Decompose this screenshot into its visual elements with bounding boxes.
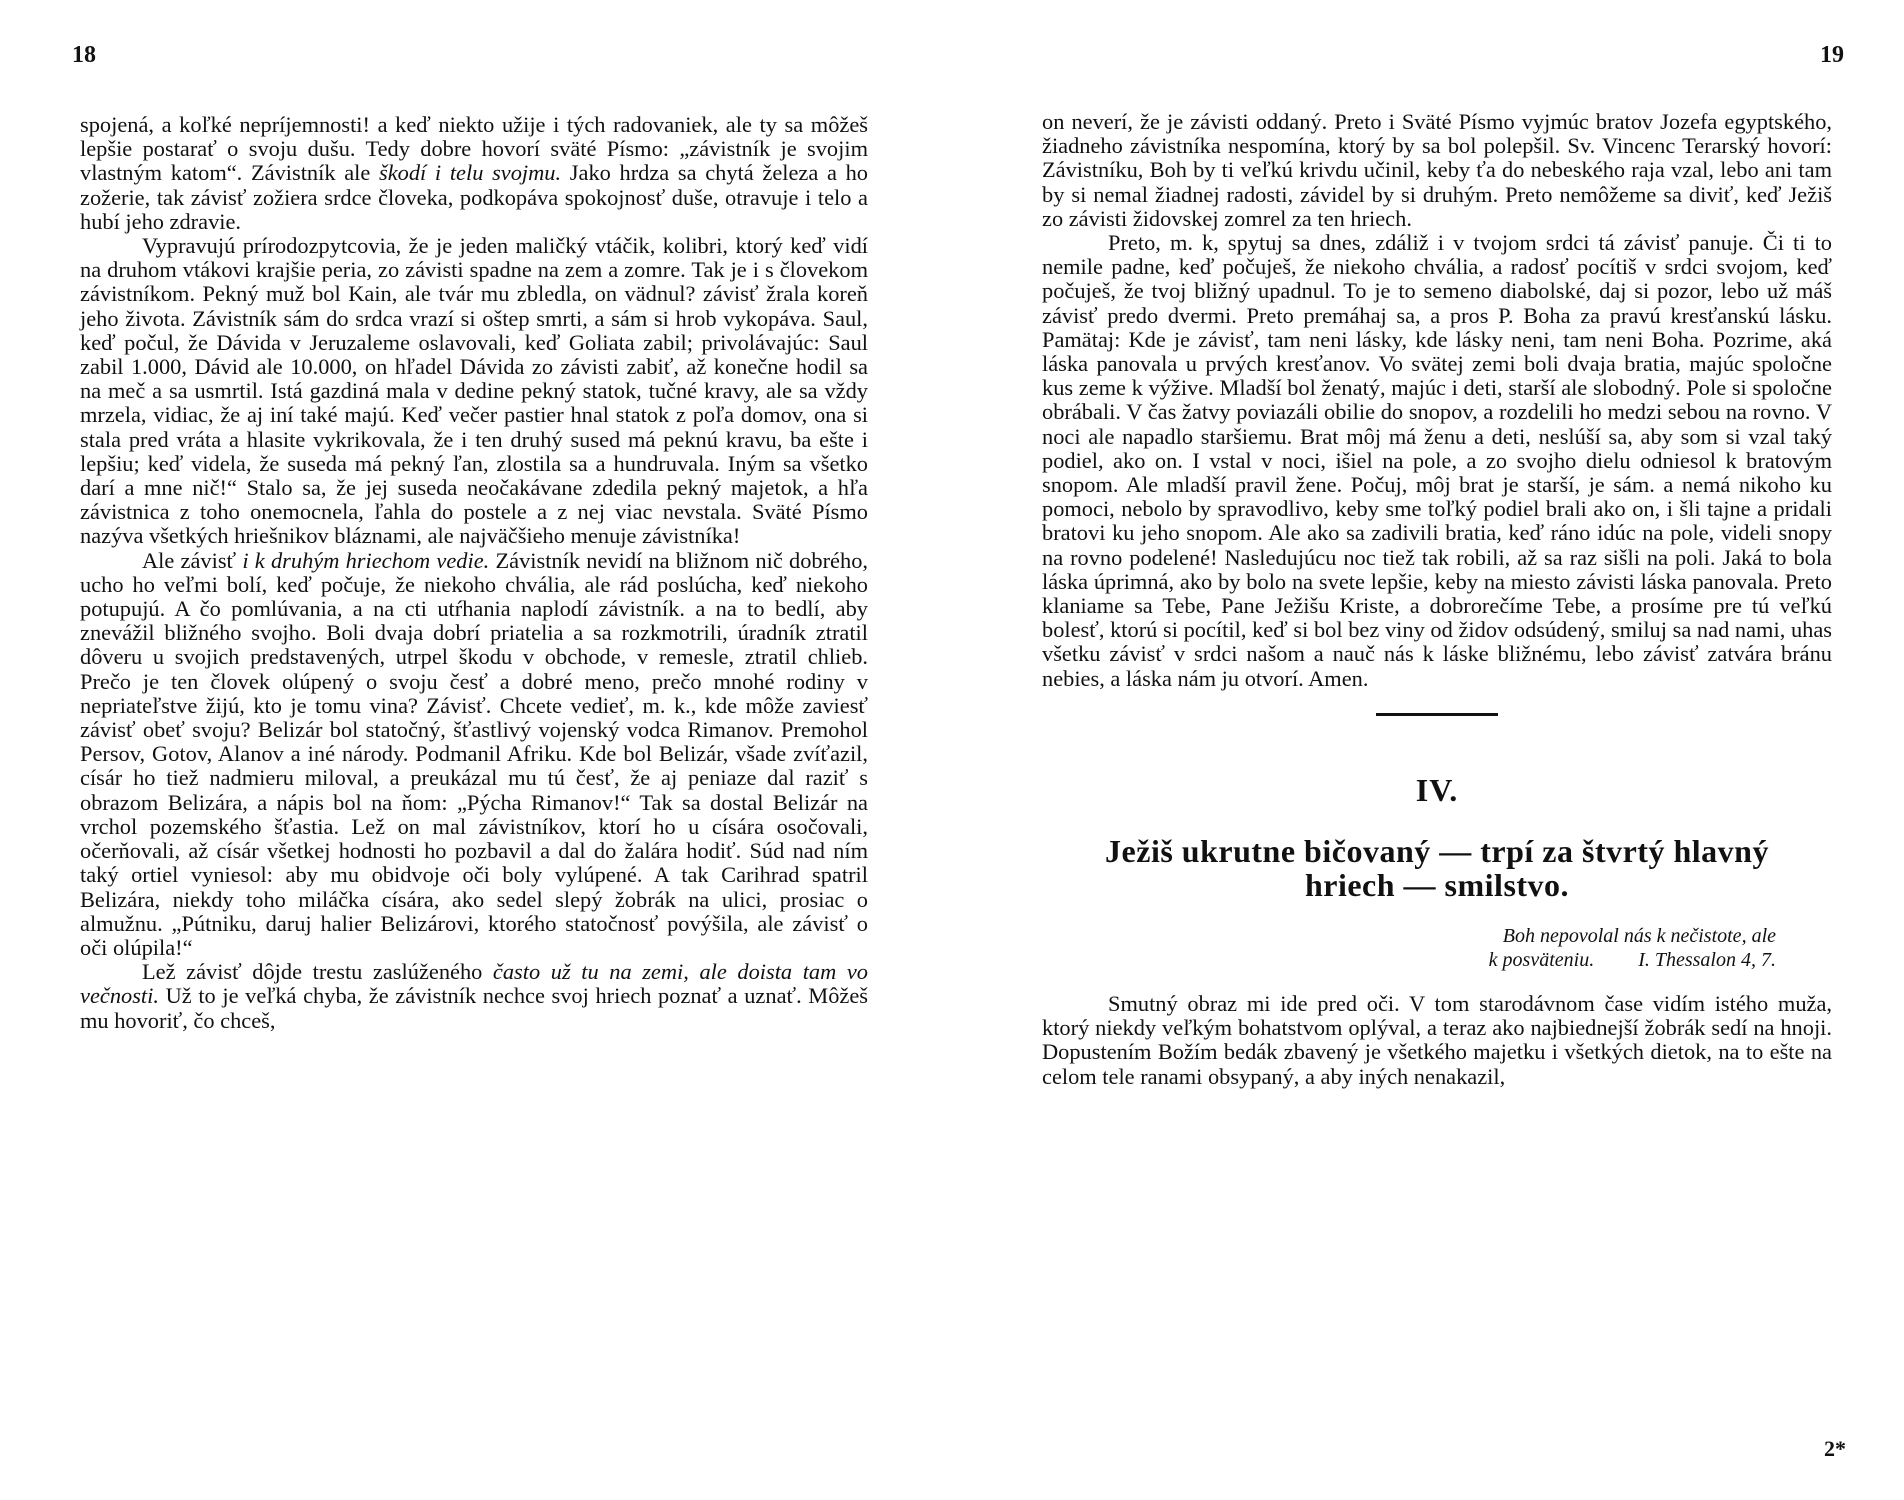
emphasis-text: i k druhým hriechom vedie. [242, 547, 490, 573]
paragraph: Smutný obraz mi ide pred oči. V tom starodávnom čase vidím istého muža, ktorý niekdy veľkým bohatstvom oplýval, a teraz ako najbiednejší žobrák sedí na hnoji. Dopustením Božím bedák zbavený je všetkého majetku i všetkých dietok, na to ešte na celom tele ranami obsypaný, a aby iných nenakazil, [1042, 991, 1832, 1089]
paragraph-text: Jako hrdza sa chytá železa a ho zožerie, tak závisť zožiera srdce človeka, podkopáva spokojnosť duše, otravuje i telo a hubí jeho zdravie. [80, 160, 868, 234]
signature-mark: 2* [1824, 1436, 1846, 1461]
paragraph-text: Vypravujú prírodozpytcovia, že je jeden maličký vtáčik, kolibri, ktorý keď vidí na druhom vtákovi krajšie peria, zo závisti spadne na zem a zomre. Tak je i s človekom závistníkom. Pekný muž bol Kain, ale tvár mu zbledla, on vädnul? závisť žrala koreň jeho života. Závistník sám do srdca vrazí si oštep smrti, a sám si hrob vykopáva. Saul, keď počul, že Dávida v Jeruzaleme oslavovali, keď Goliata zabil; privolávajúc: Saul zabil 1.000, Dávid ale 10.000, on hľadel Dávida zo závisti zabiť, až konečne hodil sa na meč a sa usmrtil. Istá gazdiná mala v dedine pekný statok, tučné kravy, ale sa vždy mrzela, vidiac, že aj iní také majú. Keď večer pastier hnal statok z poľa domov, ona si stala pred vráta a hlasite vykrikovala, že i ten druhý sused má peknú kravu, ba ešte i lepšiu; keď videla, že suseda má pekný ľan, zlostila sa a hundruvala. Iným sa všetko darí a mne nič!“ Stalo sa, že jej suseda neočakávane zdedila pekný majetok, a hľa závistnica z toho onemocnela, ľahla do postele a z nej viac nevstala. Sväté Písmo nazýva všetkých hriešnikov bláznami, ale najväčšieho menuje závistníka! [80, 233, 868, 549]
epigraph-text: k posväteniu. [1488, 949, 1595, 972]
paragraph [80, 234, 868, 549]
epigraph-line [1042, 948, 1776, 972]
chapter-title [1042, 834, 1832, 902]
paragraph [80, 960, 868, 1033]
emphasis-text: škodí i telu svojmu. [378, 160, 562, 186]
paragraph-text: Preto, m. k, spytuj sa dnes, zdáliž i v tvojom srdci tá závisť panuje. Či ti to nemile padne, keď počuješ, že niekoho chvália, a radosť pocítiš v srdci svojom, keď počuješ, že tvoj bližný upadnul. To je to semeno diabolské, daj si pozor, lebo už máš závisť predo dvermi. Preto premáhaj sa, a pros P. Boha za pravú kresťanskú lásku. Pamätaj: Kde je závisť, tam neni lásky, kde lásky neni, tam neni Boha. Pozrime, aká láska panovala u prvých kresťanov. Vo svätej zemi boli dvaja bratia, majúc spoločne kus zeme k výžive. Mladší bol ženatý, majúc i deti, starší ale slobodný. Pole si spoločne obrábali. V čas žatvy poviazáli obilie do snopov, a rozdelili ho medzi sebou na rovno. V noci ale napadlo staršiemu. Brat môj má ženu a deti, neslúší sa, aby som si vzal taký podiel, ako on. I vstal v noci, išiel na pole, a zo svojho dielu odniesol k bratovým snopom. Ale mladší pravil žene. Počuj, môj brat je starší, je sám. a nemá nikoho ku pomoci, nebolo by spravodlivo, keby sme toľký podiel brali ako on, i šli tajne a pridali bratovi ku jeho snopom. Ale ako sa zadivili bratia, keď ráno idúc na pole, videli snopy na rovno podelené! Nasledujúcu noc tiež tak robili, až sa raz sišli na poli. Jaká to bola láska úprimná, ako by bolo na svete lepšie, keby na miesto závisti láska panovala. Preto klaniame sa Tebe, Pane Ježišu Kriste, a dobrorečíme Tebe, a prosíme pre tú veľkú bolesť, ktorú si pocítil, keď si bol bez viny od židov odsúdený, smiluj sa nad nami, uhas všetku závisť v srdci našom a nauč nás k láske bližnému, lebo závisť zatvára bránu nebies, a láska nám ju otvorí. Amen. [1042, 230, 1832, 691]
paragraph [80, 113, 868, 234]
paragraph [80, 549, 868, 960]
paragraph [1042, 231, 1832, 691]
paragraph-text: spojená, a koľké nepríjemnosti! a keď niekto užije i tých radovaniek, ale ty sa môžeš lepšie postarať o svoju dušu. Tedy dobre hovorí sväté Písmo: „závistník je svojim vlastným katom“. Závistník ale [80, 112, 868, 186]
page-number: 18 [72, 42, 96, 68]
paragraph-text: on neverí, že je závisti oddaný. Preto i Sväté Písmo vyjmúc bratov Jozefa egyptského, žiadneho závistníka nespomína, ktorý by sa bol polepšil. Sv. Vincenc Terarský hovorí: Závistníku, Boh by ti veľkú krivdu učinil, keby ťa do nebeského raja vzal, lebo ani tam by si nemal žiadnej radosti, závidel by si druhým. Preto nemôžeme sa diviť, keď Ježiš zo závisti židovskej zomrel za ten hriech. [1042, 109, 1832, 231]
epigraph [1042, 924, 1832, 972]
left-page-body [80, 113, 868, 1033]
page-number: 19 [1820, 42, 1844, 68]
paragraph-text: Závistník nevidí na bližnom nič dobrého, ucho ho veľmi bolí, keď počuje, že niekoho chvália, ale rád poslúcha, keď niekoho potupujú. A čo pomlúvania, a na cti utŕhania naplodí závistník. a na to bedlí, aby znevážil bližného svojho. Boli dvaja dobrí priatelia a sa rozkmotrili, úradník ztratil dôveru u svojich predstavených, utrpel škodu v obchode, v remesle, ztratil chlieb. Prečo je ten človek olúpený o svoju česť a dobré meno, prečo mnohé rodiny v nepriateľstve žijú, kto je tomu vina? Závisť. Chcete vedieť, m. k., kde môže zaviesť závisť obeť svoju? Belizár bol statočný, šťastlivý vojenský vodca Rimanov. Premohol Persov, Gotov, Alanov a iné národy. Podmanil Afriku. Kde bol Belizár, všade zvíťazil, císár ho tiež nadmieru miloval, a preukázal mu tú česť, že aj peniaze dal raziť s obrazom Belizára, a nápis bol na ňom: „Pýcha Rimanov!“ Tak sa dostal Belizár na vrchol pozemského šťastia. Lež on mal závistníkov, ktorí ho u císára osočovali, očerňovali, až císár všetkej hodnosti ho pozbavil a dal do žalára hodiť. Súd nad ním taký ortiel vyniesol: aby mu obidvoje oči boly vylúpené. A tak Carihrad spatril Belizára, niekdy toho miláčka císára, ako sedel slepý žobrák na ulici, prosiac o almužnu. „Pútniku, daruj halier Belizárovi, ktorého statočnosť povýšila, ale závisť o oči olúpila!“ [80, 547, 868, 960]
paragraph-text: Ale závisť [142, 547, 243, 573]
epigraph-reference: I. Thessalon 4, 7. [1638, 949, 1776, 972]
section-divider [1376, 713, 1498, 716]
paragraph-text: Lež závisť dôjde trestu zaslúženého [142, 959, 493, 985]
emphasis-text: často už tu na zemi, ale doista tam vo večnosti. [80, 959, 868, 1009]
paragraph-text: Už to je veľká chyba, že závistník nechce svoj hriech poznať a uznať. Môžeš mu hovoriť, čo chceš, [80, 983, 868, 1033]
chapter-title-line: hriech — smilstvo. [1304, 867, 1570, 904]
right-page [952, 0, 1904, 1500]
paragraph [1042, 110, 1832, 231]
right-page-body [1042, 110, 1832, 1089]
chapter-number: IV. [1415, 771, 1459, 808]
chapter-title-line: Ježiš ukrutne bičovaný — trpí za štvrtý hlavný [1105, 833, 1769, 870]
right-page-paragraphs [1042, 110, 1832, 691]
epigraph-line: Boh nepovolal nás k nečistote, ale [1502, 925, 1776, 948]
